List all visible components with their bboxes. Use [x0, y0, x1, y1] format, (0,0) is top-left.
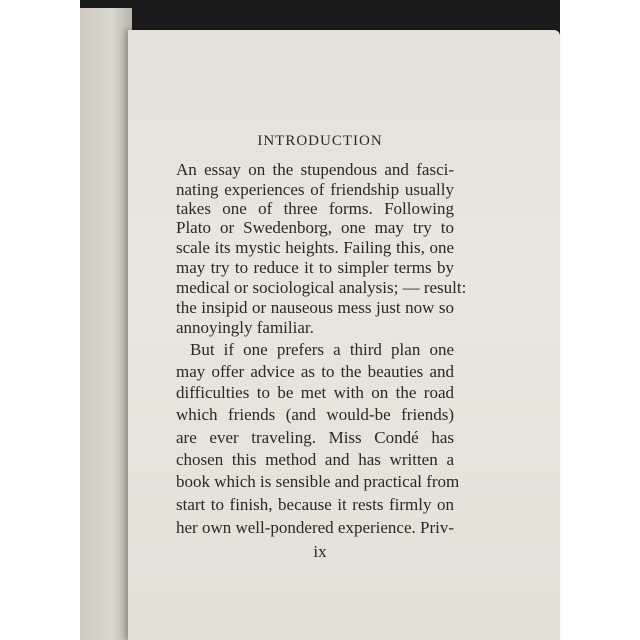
text-line: scale its mystic heights. Failing this, one — [176, 238, 454, 257]
text-line: may try to reduce it to simpler terms by — [176, 258, 454, 277]
text-line: medical or sociological analysis; — result: — [176, 278, 467, 297]
text-line: which friends (and would-be friends) — [176, 405, 454, 424]
text-line: book which is sensible and practical from — [176, 472, 460, 491]
text-line: are ever traveling. Miss Condé has — [176, 428, 454, 447]
page-number: ix — [313, 542, 327, 561]
text-line: her own well-pondered experience. Priv- — [176, 518, 455, 537]
text-line: chosen this method and has written a — [176, 450, 454, 469]
text-line: the insipid or nauseous mess just now so — [176, 298, 454, 317]
chapter-title: INTRODUCTION — [257, 133, 383, 149]
text-line: may offer advice as to the beauties and — [176, 362, 454, 381]
text-line: difficulties to be met with on the road — [176, 383, 454, 402]
text-line: annoyingly familiar. — [176, 318, 314, 337]
text-line: But if one prefers a third plan one — [190, 340, 454, 359]
text-line: start to finish, because it rests firmly on — [176, 495, 454, 514]
text-line: Plato or Swedenborg, one may try to — [176, 218, 454, 237]
text-line: An essay on the stupendous and fasci- — [176, 160, 454, 179]
text-line: takes one of three forms. Following — [176, 199, 454, 218]
text-line: nating experiences of friendship usually — [176, 180, 454, 199]
